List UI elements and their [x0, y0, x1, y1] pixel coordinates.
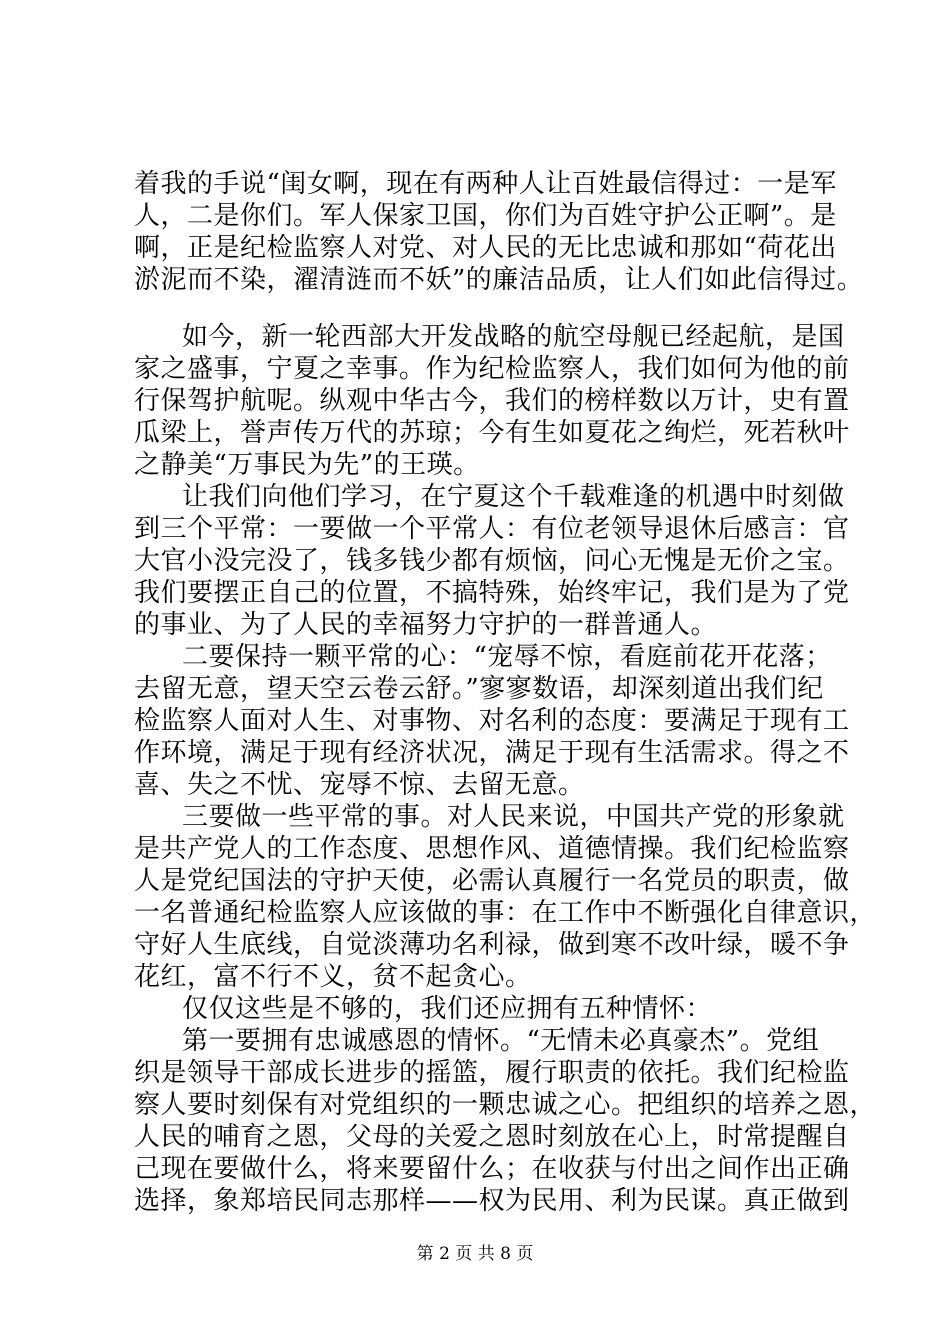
text-line: 人是党纪国法的守护天使，必需认真履行一名党员的职责，做 [134, 866, 850, 896]
text-line: 淤泥而不染，濯清涟而不妖”的廉洁品质，让人们如此信得过。 [134, 265, 864, 295]
text-line: 花红，富不行不义，贫不起贪心。 [134, 962, 532, 992]
text-line: 行保驾护航呢。纵观中华古今，我们的榜样数以万计，史有置 [134, 386, 850, 416]
text-line: 是共产党人的工作态度、思想作风、道德情操。我们纪检监察 [134, 834, 850, 864]
paragraph-development [134, 321, 850, 481]
text-line: 织是领导干部成长进步的摇篮，履行职责的依托。我们纪检监 [134, 1058, 850, 1088]
text-line: 瓜梁上，誉声传万代的苏琼；今有生如夏花之绚烂，死若秋叶 [134, 418, 850, 448]
text-line: 察人要时刻保有对党组织的一颗忠诚之心。把组织的培养之恩， [134, 1090, 877, 1120]
text-line: 检监察人面对人生、对事物、对名利的态度：要满足于现有工 [134, 706, 850, 736]
text-line: 一名普通纪检监察人应该做的事：在工作中不断强化自律意识， [134, 898, 877, 928]
continuation-paragraph [134, 168, 864, 296]
text-line: 第一要拥有忠诚感恩的情怀。“无情未必真豪杰”。党组 [182, 1026, 820, 1056]
text-line: 选择，象郑培民同志那样——权为民用、利为民谋。真正做到 [134, 1186, 850, 1216]
document-body [134, 168, 877, 1217]
paragraph-loyalty [134, 1025, 877, 1217]
paragraph-ordinary-heart [134, 641, 850, 801]
text-line: 如今，新一轮西部大开发战略的航空母舰已经起航，是国 [182, 322, 845, 352]
paragraph-gap [134, 296, 834, 321]
text-line: 啊，正是纪检监察人对党、对人民的无比忠诚和那如“荷花出 [134, 233, 837, 263]
text-line: 人民的哺育之恩，父母的关爱之恩时刻放在心上，时常提醒自 [134, 1122, 850, 1152]
text-line: 己现在要做什么，将来要留什么；在收获与付出之间作出正确 [134, 1154, 850, 1184]
text-line: 大官小没完没了，钱多钱少都有烦恼，问心无愧是无价之宝。 [134, 546, 850, 576]
text-line: 三要做一些平常的事。对人民来说，中国共产党的形象就 [182, 802, 845, 832]
text-line: 之静美“万事民为先”的王瑛。 [134, 450, 480, 480]
text-line: 家之盛事，宁夏之幸事。作为纪检监察人，我们如何为他的前 [134, 354, 850, 384]
paragraph-three-ordinaries [134, 481, 850, 641]
paragraph-ordinary-deeds [134, 801, 877, 993]
page-number: 第 2 页 共 8 页 [416, 1244, 534, 1264]
text-line: 作环境，满足于现有经济状况，满足于现有生活需求。得之不 [134, 738, 850, 768]
text-line: 仅仅这些是不够的，我们还应拥有五种情怀： [182, 994, 713, 1024]
text-line: 守好人生底线，自觉淡薄功名利禄，做到寒不改叶绿，暖不争 [134, 930, 850, 960]
text-line: 人，二是你们。军人保家卫国，你们为百姓守护公正啊”。是 [134, 201, 837, 231]
text-line: 喜、失之不忧、宠辱不惊、去留无意。 [134, 770, 585, 800]
text-line: 到三个平常：一要做一个平常人：有位老领导退休后感言：官 [134, 514, 850, 544]
text-line: 我们要摆正自己的位置，不搞特殊，始终牢记，我们是为了党 [134, 578, 850, 608]
text-line: 的事业、为了人民的幸福努力守护的一群普通人。 [134, 610, 718, 640]
text-line: 着我的手说“闺女啊，现在有两种人让百姓最信得过：一是军 [134, 169, 837, 199]
text-line: 去留无意，望天空云卷云舒。”寥寥数语，却深刻道出我们纪 [134, 674, 824, 704]
text-line: 让我们向他们学习，在宁夏这个千载难逢的机遇中时刻做 [182, 482, 845, 512]
page-footer [0, 1243, 950, 1265]
paragraph-five-sentiments [134, 993, 834, 1025]
text-line: 二要保持一颗平常的心：“宠辱不惊，看庭前花开花落； [182, 642, 832, 672]
